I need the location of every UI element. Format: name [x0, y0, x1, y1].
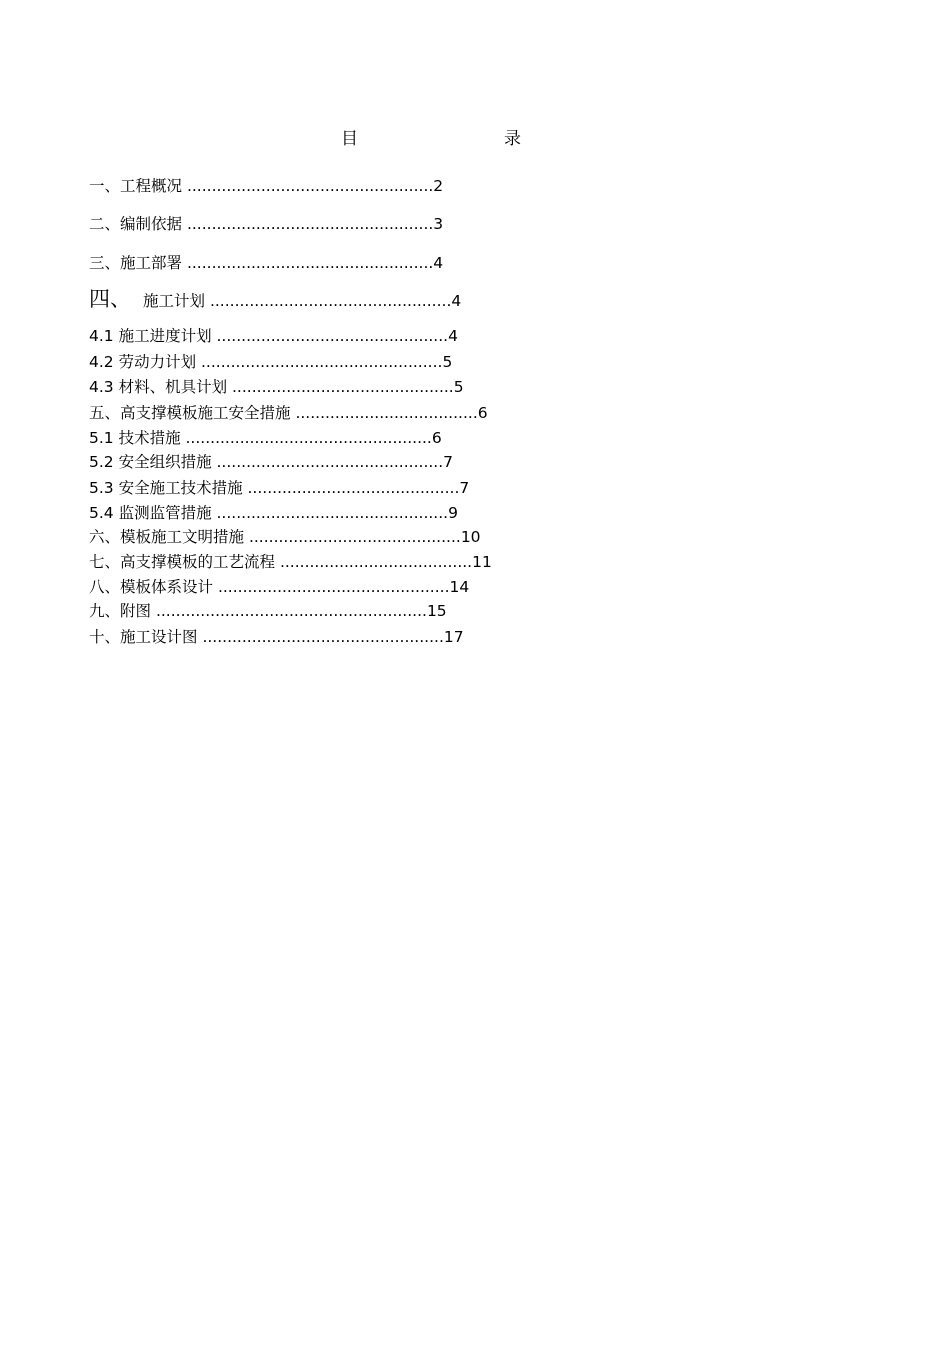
toc-entry [89, 553, 492, 571]
toc-entry [89, 353, 452, 371]
toc-entry-leader: ....................................................... [151, 602, 427, 620]
toc-entry-leader: .............................................. [211, 453, 444, 471]
toc-entry [89, 578, 469, 596]
toc-entry-leader: ............................................... [213, 578, 450, 596]
toc-entry [89, 177, 443, 195]
toc-entry-label: 施工计划 [143, 292, 206, 310]
toc-entry [89, 628, 464, 646]
toc-entry-page: 9 [448, 504, 458, 522]
toc-entry-page: 7 [443, 453, 454, 471]
toc-entry [89, 504, 458, 522]
toc-entry [89, 327, 458, 345]
toc-entry [89, 378, 464, 396]
toc-entry-label: 十、施工设计图 [89, 628, 198, 646]
toc-entry-leader: ................................................. [205, 292, 452, 310]
toc-entry-leader: ................................................. [196, 353, 443, 371]
toc-entry-leader: ....................................... [275, 553, 473, 571]
toc-entry [89, 287, 462, 311]
toc-entry-label: 八、模板体系设计 [89, 578, 214, 596]
toc-entry-prefix: 四、 [89, 287, 131, 311]
toc-entry-leader: .................................................. [182, 215, 434, 233]
toc-entry-page: 3 [433, 215, 444, 233]
toc-entry-page: 14 [449, 578, 470, 596]
toc-entry-leader: ................................................. [197, 628, 444, 646]
toc-entry-label: 5.2 安全组织措施 [89, 453, 212, 471]
toc-entry-page: 5 [442, 353, 453, 371]
toc-entry-label: 4.3 材料、机具计划 [89, 378, 228, 396]
toc-entry-page: 6 [477, 404, 488, 422]
toc-entry [89, 453, 453, 471]
toc-entry-leader: .................................................. [182, 254, 434, 272]
toc-entry-page: 4 [448, 327, 458, 345]
toc-title-char-2: 录 [504, 129, 521, 149]
toc-entry-label: 4.1 施工进度计划 [89, 327, 212, 345]
toc-entry-page: 15 [426, 602, 447, 620]
toc-entry [89, 429, 442, 447]
toc-entry-label: 5.4 监测监管措施 [89, 504, 212, 522]
toc-entry-label: 5.1 技术措施 [89, 429, 181, 447]
toc-entry-page: 10 [460, 528, 481, 546]
toc-entry [89, 404, 488, 422]
toc-entry-label: 九、附图 [89, 602, 152, 620]
toc-entry-leader: ..................................... [290, 404, 478, 422]
toc-entry [89, 602, 447, 620]
toc-title-char-1: 目 [341, 129, 358, 149]
toc-entry-label: 5.3 安全施工技术措施 [89, 479, 243, 497]
toc-entry [89, 479, 469, 497]
toc-entry-page: 2 [433, 177, 444, 195]
toc-entry-page: 4 [433, 254, 444, 272]
toc-entry-label: 五、高支撑模板施工安全措施 [89, 404, 291, 422]
toc-entry [89, 528, 481, 546]
toc-entry-page: 6 [431, 429, 442, 447]
toc-entry [89, 254, 443, 272]
toc-entry-label: 七、高支撑模板的工艺流程 [89, 553, 276, 571]
toc-entry-page: 17 [443, 628, 464, 646]
toc-entry-page: 4 [451, 292, 462, 310]
toc-entry-leader: ............................................. [227, 378, 454, 396]
toc-entry-leader: .................................................. [182, 177, 434, 195]
toc-entry-label: 二、编制依据 [89, 215, 183, 233]
toc-entry-page: 11 [472, 553, 492, 571]
toc-entry-page: 7 [459, 479, 470, 497]
toc-entry-label: 一、工程概况 [89, 177, 183, 195]
toc-entry-leader: ........................................... [242, 479, 460, 497]
toc-entry-leader: ............................................... [211, 327, 449, 345]
toc-entry-label: 六、模板施工文明措施 [89, 528, 245, 546]
toc-entry-leader: .................................................. [180, 429, 432, 447]
toc-entry-leader: ........................................... [244, 528, 461, 546]
toc-entry-label: 三、施工部署 [89, 254, 183, 272]
toc-entry-label: 4.2 劳动力计划 [89, 353, 197, 371]
toc-entry-leader: ............................................... [211, 504, 449, 522]
toc-entry [89, 215, 443, 233]
toc-entry-page: 5 [453, 378, 464, 396]
